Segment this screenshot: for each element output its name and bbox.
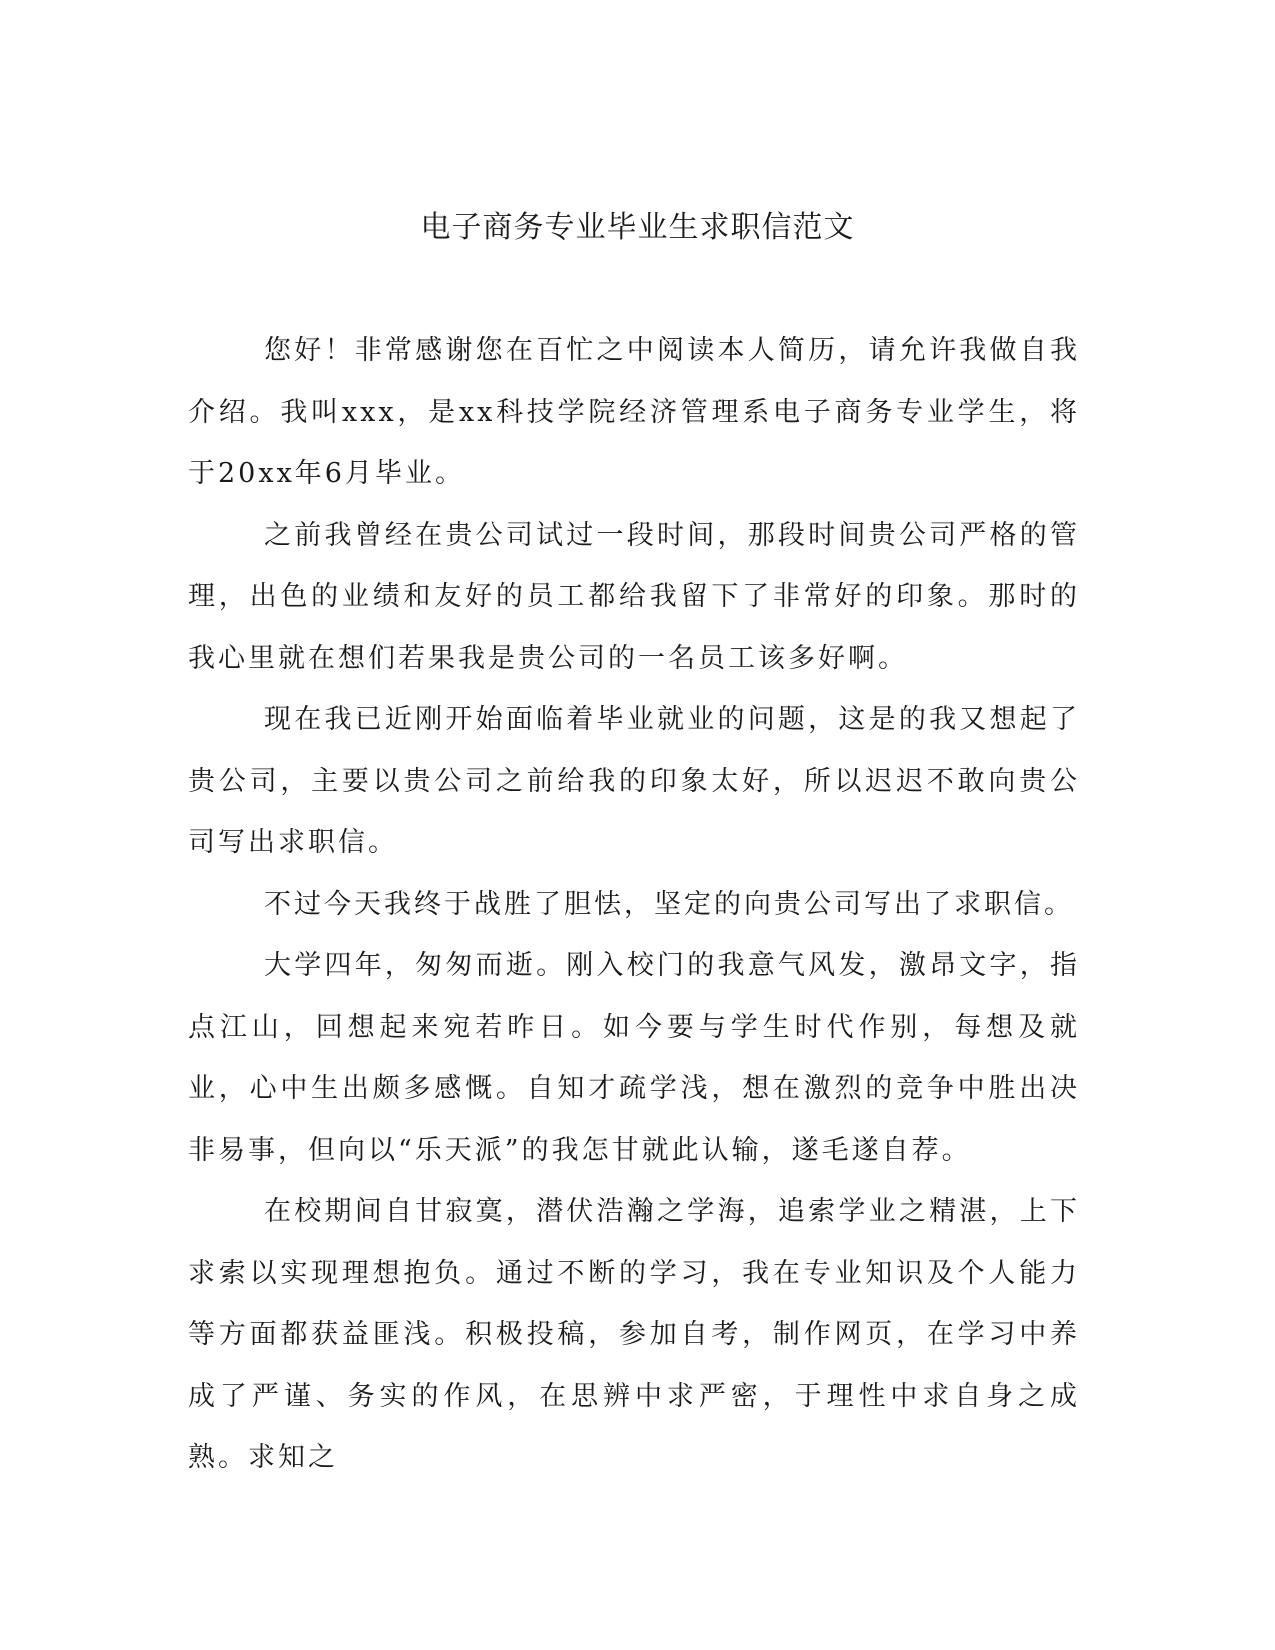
paragraph-study-period: 在校期间自甘寂寞，潜伏浩瀚之学海，追索学业之精湛，上下求索以实现理想抱负。通过不断的学习，我在专业知识及个人能力等方面都获益匪浅。积极投稿，参加自考，制作网页，在学习中养成了严谨、务实的作风，在思辨中求严密，于理性中求自身之成熟。求知之 xyxy=(188,1196,1080,1473)
paragraph-previous-experience: 之前我曾经在贵公司试过一段时间，那段时间贵公司严格的管理，出色的业绩和友好的员工都给我留下了非常好的印象。那时的我心里就在想们若果我是贵公司的一名员工该多好啊。 xyxy=(188,519,1080,674)
document-title: 电子商务专业毕业生求职信范文 xyxy=(420,210,855,245)
paragraph-university-years: 大学四年，匆匆而逝。刚入校门的我意气风发，激昂文字，指点江山，回想起来宛若昨日。如今要与学生时代作别，每想及就业，心中生出颇多感慨。自知才疏学浅，想在激烈的竞争中胜出决非易事，但向以“乐天派”的我怎甘就此认输，遂毛遂自荐。 xyxy=(188,950,1080,1166)
paragraph-current-situation: 现在我已近刚开始面临着毕业就业的问题，这是的我又想起了贵公司，主要以贵公司之前给我的印象太好，所以迟迟不敢向贵公司写出求职信。 xyxy=(188,704,1080,858)
letter-body xyxy=(188,320,1080,1489)
paragraph-decision: 不过今天我终于战胜了胆怯，坚定的向贵公司写出了求职信。 xyxy=(264,888,1074,920)
paragraph-greeting: 您好！非常感谢您在百忙之中阅读本人简历，请允许我做自我介绍。我叫xxx，是xx科技学院经济管理系电子商务专业学生，将于20xx年6月毕业。 xyxy=(188,335,1080,489)
